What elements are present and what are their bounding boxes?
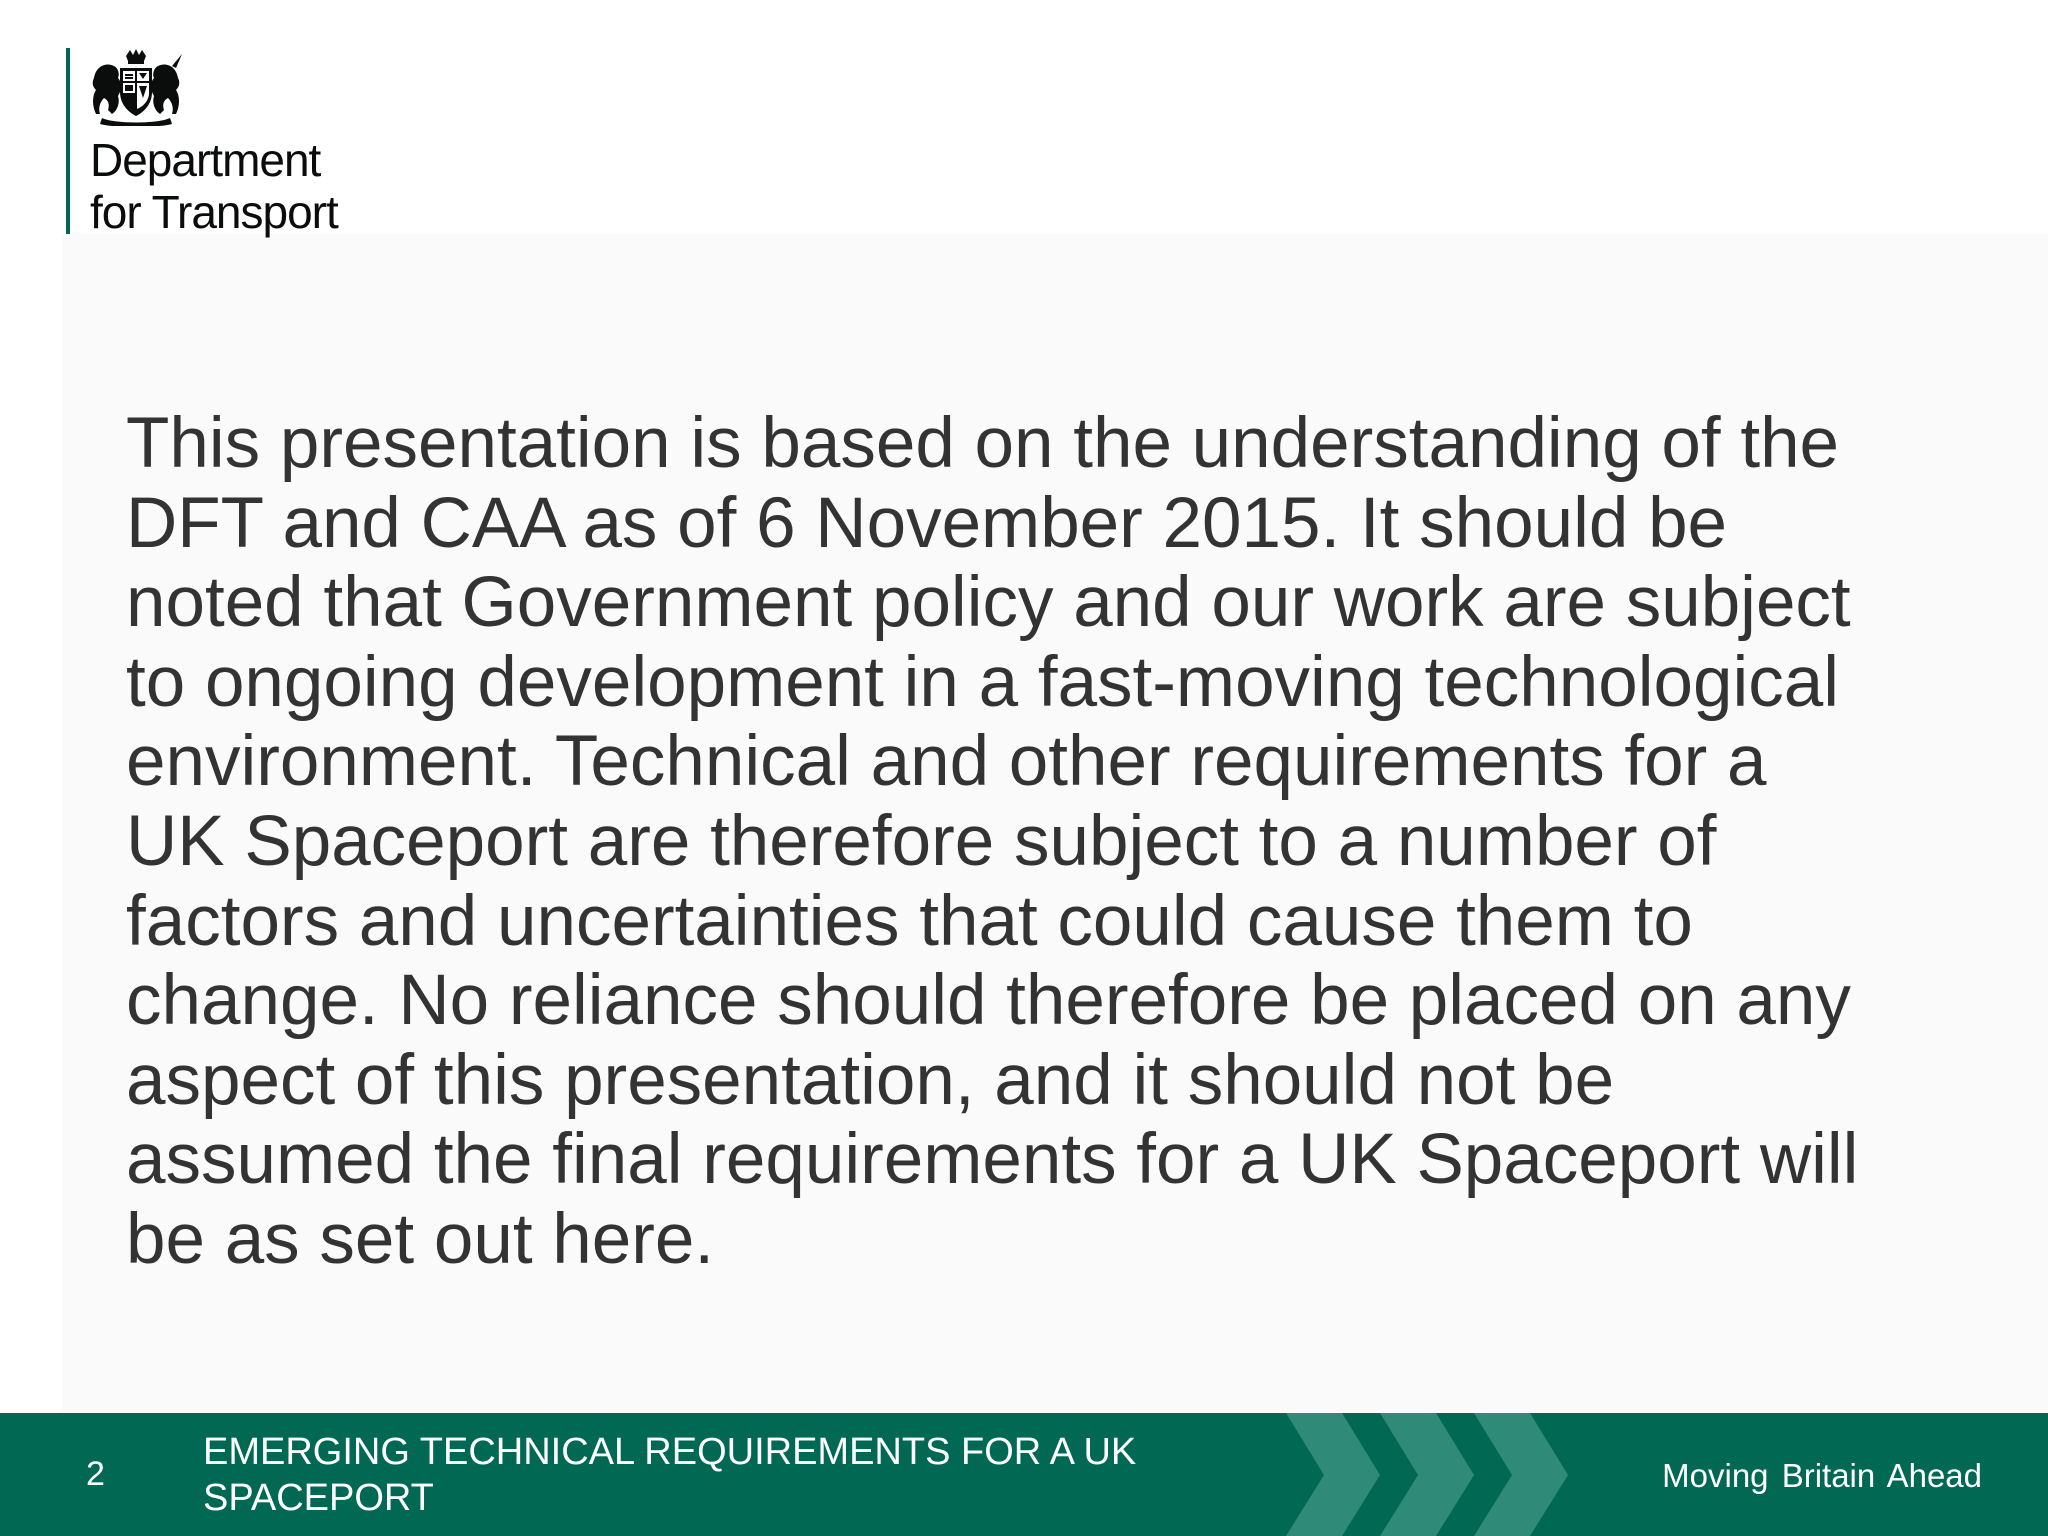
department-name xyxy=(90,134,338,238)
department-name-line2: for Transport xyxy=(90,186,338,238)
tagline: Moving Britain Ahead xyxy=(1662,1457,1982,1494)
royal-coat-of-arms-icon xyxy=(88,48,184,126)
department-logo xyxy=(66,48,426,238)
department-name-line1: Department xyxy=(90,134,321,186)
chevron-arrows-icon xyxy=(1280,1413,1600,1536)
footer-bar xyxy=(0,1413,2048,1536)
disclaimer-text: This presentation is based on the understanding of the DFT and CAA as of 6 November 2015. It should be noted that Government policy and our work are subject to ongoing development in a fast-moving technological environment. Technical and other requirements for a UK Spaceport are therefore subject to a number of factors and uncertainties that could cause them to change. No reliance should therefore be placed on any aspect of this presentation, and it should not be assumed the final requirements for a UK Spaceport will be as set out here. xyxy=(126,404,1859,1279)
logo-accent-bar xyxy=(66,48,70,234)
slide-number: 2 xyxy=(86,1455,105,1493)
presentation-title: EMERGING TECHNICAL REQUIREMENTS FOR A UK SPACEPORT xyxy=(203,1431,1137,1519)
